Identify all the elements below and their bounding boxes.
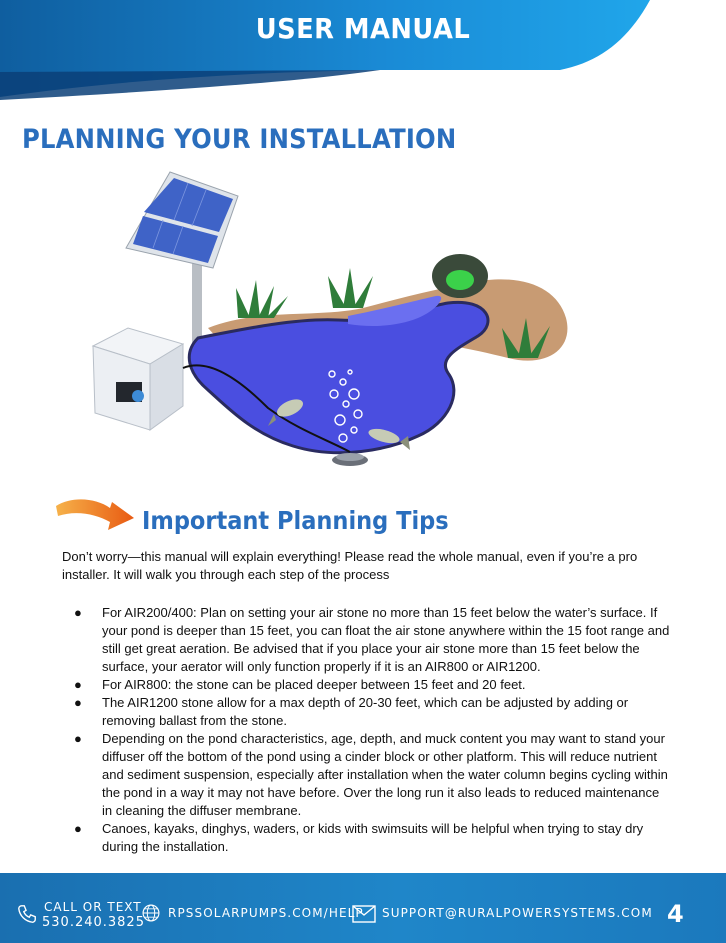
page-title: PLANNING YOUR INSTALLATION xyxy=(22,124,457,155)
bullet-icon: ● xyxy=(74,605,82,620)
tips-list xyxy=(62,604,672,856)
page-number: 4 xyxy=(667,900,684,928)
email-link[interactable]: SUPPORT@RURALPOWERSYSTEMS.COM xyxy=(382,906,653,920)
bullet-icon: ● xyxy=(74,731,82,746)
list-item xyxy=(62,694,672,730)
call-label: CALL OR TEXT xyxy=(44,900,142,914)
intro-text: Don’t worry—this manual will explain everything! Please read the whole manual, even if you’re a pro installer. It will walk you through each step of the process xyxy=(62,549,638,582)
bullet-icon: ● xyxy=(74,821,82,836)
solar-panel-icon xyxy=(126,172,238,268)
bullet-icon: ● xyxy=(74,677,82,692)
header-banner xyxy=(0,0,726,100)
aerator-box-icon xyxy=(93,328,183,430)
phone-icon xyxy=(16,903,38,925)
shrub-icon xyxy=(432,254,488,298)
orange-arrow-icon xyxy=(52,492,138,542)
list-item xyxy=(62,676,672,694)
bullet-icon: ● xyxy=(74,695,82,710)
list-item xyxy=(62,730,672,820)
list-item xyxy=(62,604,672,676)
website-link[interactable]: RPSSOLARPUMPS.COM/HELP xyxy=(168,906,364,920)
phone-number[interactable]: 530.240.3825 xyxy=(42,915,145,930)
globe-icon xyxy=(141,903,161,923)
list-item-text: For AIR800: the stone can be placed deeper between 15 feet and 20 feet. xyxy=(102,677,526,692)
pond-aerator-illustration xyxy=(88,168,588,488)
list-item-text: Canoes, kayaks, dinghys, waders, or kids with swimsuits will be helpful when trying to stay dry during the installation. xyxy=(102,821,644,854)
header-title: USER MANUAL xyxy=(255,12,471,45)
tips-heading: Important Planning Tips xyxy=(142,506,449,535)
footer-bar xyxy=(0,873,726,943)
list-item xyxy=(62,820,672,856)
list-item-text: For AIR200/400: Plan on setting your air stone no more than 15 feet below the water’s surface. If your pond is deeper than 15 feet, you can float the air stone anywhere within the 15 foot range and still get great aeration. Be advised that if you place your air stone more than 15 feet below the surface, your aerator will only function properly if it is an AIR800 or AIR1200. xyxy=(102,605,670,674)
list-item-text: The AIR1200 stone allow for a max depth of 20-30 feet, which can be adjusted by adding or removing ballast from the stone. xyxy=(102,695,629,728)
list-item-text: Depending on the pond characteristics, age, depth, and muck content you may want to stand your diffuser off the bottom of the pond using a cinder block or other platform. This will reduce nutrient and sediment suspension, especially after installation when the water column begins cycling within the pond in a way it may not have before. Over the long run it also leads to reduced maintenance in cleaning the diffuser membrane. xyxy=(102,731,668,818)
mail-icon xyxy=(352,905,376,923)
